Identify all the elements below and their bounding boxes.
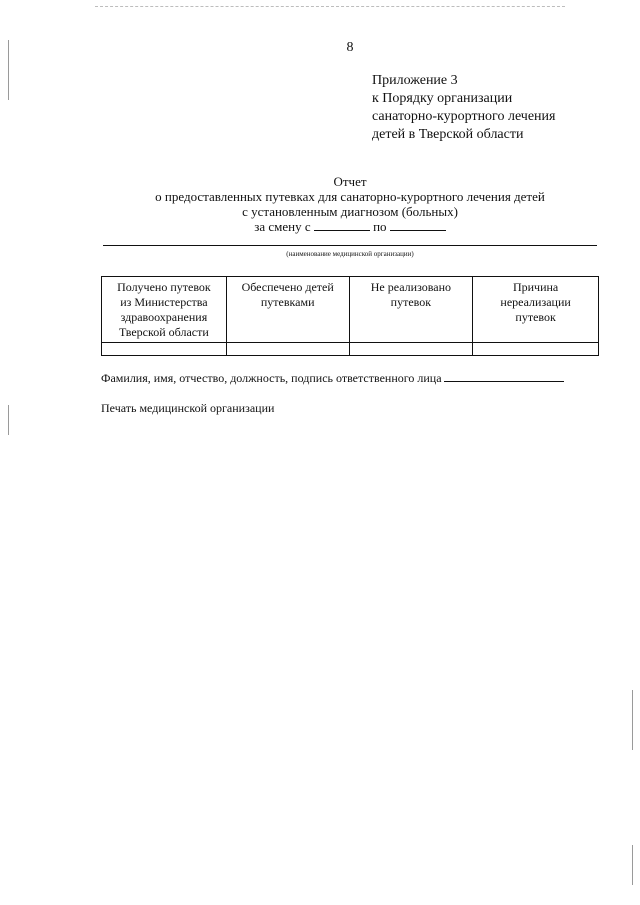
report-subtitle: о предоставленных путевках для санаторно-курортного лечения детей [155,189,545,204]
report-title: Отчет [333,174,367,189]
period-start-blank[interactable] [314,219,370,231]
organization-name-line[interactable] [103,245,597,246]
header-not-realized: Не реализовано путевок [349,277,473,343]
table-cell[interactable] [349,343,473,356]
signature-blank[interactable] [444,370,564,382]
table-header-row [102,277,599,343]
scan-artifact-top [95,6,565,7]
table-row [102,343,599,356]
page-number: 8 [346,40,354,55]
report-heading [100,174,600,234]
appendix-line: детей в Тверской области [372,127,524,142]
stamp-label: Печать медицинской организации [101,401,275,415]
scan-artifact-right [632,845,633,885]
table-cell[interactable] [102,343,227,356]
scan-artifact-left [8,405,9,435]
header-children-provided: Обеспечено детей путевками [226,277,349,343]
period-end-blank[interactable] [390,219,446,231]
header-reason: Причина нереализации путевок [473,277,599,343]
organization-caption: (наименование медицинской организации) [286,250,414,258]
appendix-line: к Порядку организации [372,91,513,106]
scan-artifact-right [632,690,633,750]
report-subtitle: с установленным диагнозом (больных) [242,204,458,219]
table-cell[interactable] [226,343,349,356]
header-received-vouchers: Получено путевок из Министерства здравоохранения Тверской области [102,277,227,343]
report-table [101,276,599,356]
appendix-line: Приложение 3 [372,73,458,88]
signature-line [101,370,564,386]
period-prefix: за смену с [254,219,311,234]
appendix-header [372,72,555,144]
period-middle: по [373,219,387,234]
report-period [100,219,600,234]
table-cell[interactable] [473,343,599,356]
appendix-line: санаторно-курортного лечения [372,109,556,124]
signature-label: Фамилия, имя, отчество, должность, подпись ответственного лица [101,371,442,385]
